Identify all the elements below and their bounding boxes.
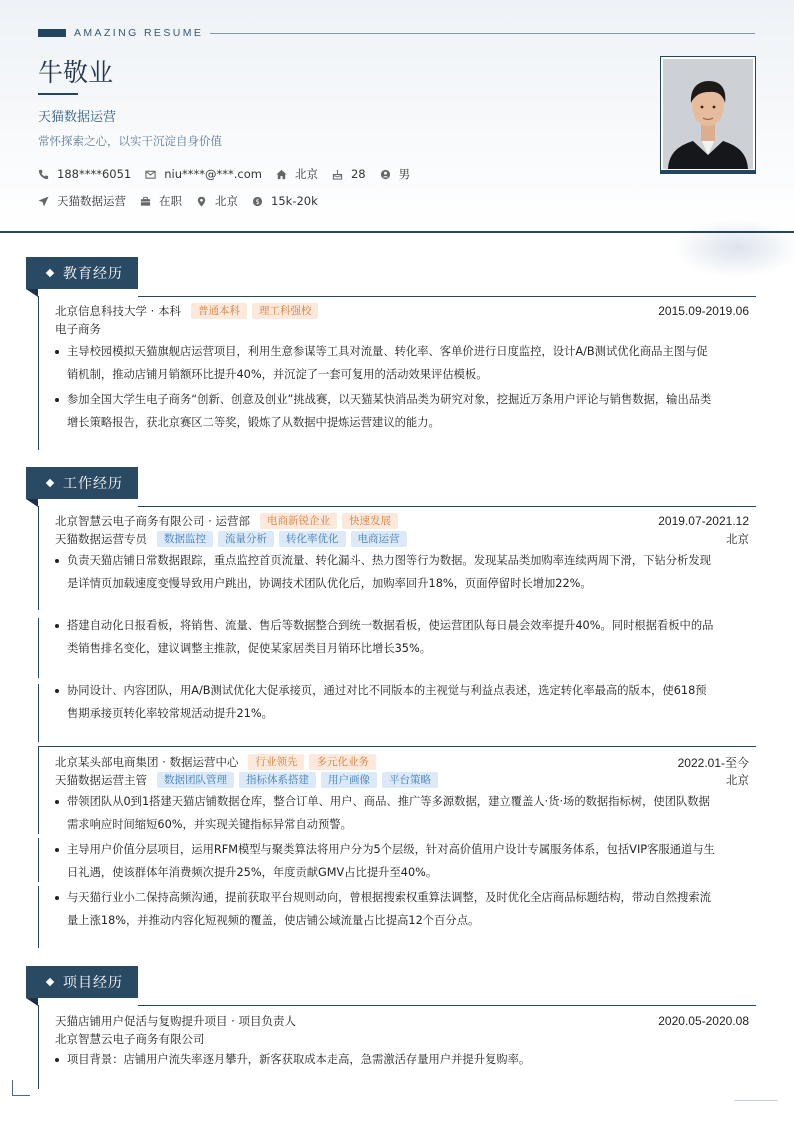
- tagline-bar: [38, 29, 66, 37]
- work-date: 2022.01-至今: [677, 755, 749, 770]
- education-header-row: [55, 302, 749, 320]
- name-underline: [38, 93, 78, 95]
- entry-left-rule: [38, 684, 39, 742]
- project-company: 北京智慧云电子商务有限公司: [55, 1032, 205, 1046]
- phone-item: 188****6051: [38, 167, 131, 181]
- skill-badge: 电商运营: [351, 531, 407, 547]
- header-divider: [0, 231, 794, 233]
- salary-icon: [252, 196, 263, 207]
- list-item: 主导校园模拟天猫旗舰店运营项目，利用生意参谋等工具对流量、转化率、客单价进行日度监控，设计A/B测试优化商品主图与促 销机制，推动店铺月销额环比提升40%，并沉淀了一套可复用的活动效果评估模板。: [55, 341, 749, 386]
- project-entry: [38, 1005, 756, 1089]
- intent-city-item: 北京: [196, 193, 238, 209]
- page-corner-mark: [12, 1080, 30, 1096]
- gender-icon: [380, 169, 391, 180]
- skill-badge: 数据监控: [157, 531, 213, 547]
- skill-badge: 平台策略: [382, 772, 438, 788]
- work-city: 北京: [726, 532, 749, 546]
- entry-left-rule: [38, 296, 39, 450]
- school-line: 北京信息科技大学 · 本科: [55, 304, 181, 318]
- work-city: 北京: [726, 773, 749, 787]
- tag-badge: 普通本科: [191, 303, 247, 319]
- email-item: niu****@***.com: [145, 167, 262, 181]
- work-entry: [38, 746, 756, 948]
- list-item: 负责天猫店铺日常数据跟踪，重点监控首页流量、转化漏斗、热力图等行为数据。发现某品类加购率连续两周下滑，下钻分析发现 是详情页加载速度变慢导致用户跳出，协调技术团队优化后，加购率回升18%，页面停留时长增加22%。: [55, 550, 749, 595]
- tagline-text: AMAZING RESUME: [74, 27, 204, 39]
- list-item: 协同设计、内容团队，用A/B测试优化大促承接页，通过对比不同版本的主视觉与利益点表述，选定转化率最高的版本，使618预 售期承接页转化率较常规活动提升21%。: [55, 680, 749, 725]
- skill-badge: 指标体系搭建: [239, 772, 316, 788]
- education-date: 2015.09-2019.06: [658, 304, 749, 318]
- svg-text:$: $: [255, 197, 260, 206]
- heading-notch: [26, 289, 38, 297]
- project-date: 2020.05-2020.08: [658, 1014, 749, 1028]
- briefcase-icon: [140, 196, 151, 207]
- contact-row: [38, 166, 424, 182]
- hometown-item: 北京: [276, 166, 318, 182]
- tag-badge: 快速发展: [342, 513, 398, 529]
- role: 天猫数据运营主管: [55, 773, 147, 787]
- company-line: 北京智慧云电子商务有限公司 · 运营部: [55, 514, 250, 528]
- project-header-row: [55, 1012, 749, 1030]
- photo-accent-bar: [661, 170, 755, 174]
- header-glow: [672, 218, 794, 278]
- heading-notch: [26, 499, 38, 507]
- heading-notch: [26, 998, 38, 1006]
- major: 电子商务: [55, 322, 101, 336]
- page-corner-rule: [734, 1100, 778, 1101]
- entry-left-rule: [38, 618, 39, 678]
- role-row: [55, 771, 749, 789]
- diamond-icon: [46, 978, 54, 986]
- list-item: 项目背景：店铺用户流失率逐月攀升，新客获取成本走高，急需激活存量用户并提升复购率。: [55, 1049, 749, 1072]
- section-work-heading: 工作经历: [26, 467, 138, 499]
- company-row: [55, 512, 749, 530]
- profile-photo-frame: [660, 56, 756, 174]
- diamond-icon: [46, 269, 54, 277]
- major-row: [55, 320, 749, 338]
- work-entry: [38, 506, 756, 742]
- list-item: 带领团队从0到1搭建天猫店铺数据仓库，整合订单、用户、商品、推广等多源数据，建立覆盖人·货·场的数据指标树，使团队数据 需求响应时间缩短60%，并实现关键指标异常自动预警。: [55, 791, 749, 836]
- cake-icon: [332, 169, 343, 180]
- diamond-icon: [46, 479, 54, 487]
- motto: 常怀探索之心，以实干沉淀自身价值: [38, 134, 222, 148]
- tag-badge: 多元化业务: [309, 754, 376, 770]
- section-projects-heading: 项目经历: [26, 966, 138, 998]
- home-icon: [276, 169, 287, 180]
- education-entry: [38, 296, 756, 450]
- entry-left-rule: [38, 886, 39, 948]
- tag-badge: 电商新锐企业: [260, 513, 337, 529]
- job-intent-row: [38, 193, 332, 209]
- status-item: 在职: [140, 193, 182, 209]
- project-company-row: [55, 1030, 749, 1048]
- role: 天猫数据运营专员: [55, 532, 147, 546]
- intent-position-item: 天猫数据运营: [38, 193, 126, 209]
- phone-icon: [38, 169, 49, 180]
- mail-icon: [145, 169, 156, 180]
- gender-item: 男: [380, 166, 411, 182]
- list-item: 搭建自动化日报看板，将销售、流量、售后等数据整合到统一数据看板，使运营团队每日晨会效率提升40%。同时根据看板中的品 类销售排名变化，建议调整主推款，促使某家居类目月销环比增长35%。: [55, 615, 749, 660]
- location-icon: [196, 196, 207, 207]
- list-item: 与天猫行业小二保持高频沟通，提前获取平台规则动向，曾根据搜索权重算法调整，及时优化全店商品标题结构，带动自然搜索流 量上涨18%，并推动内容化短视频的覆盖，使店铺公域流量占比提高12个百分点。: [55, 887, 749, 932]
- age-item: 28: [332, 167, 366, 181]
- tagline-rule: [210, 33, 755, 34]
- resume-tagline: [38, 27, 203, 39]
- role-row: [55, 530, 749, 548]
- skill-badge: 用户画像: [321, 772, 377, 788]
- job-title: 天猫数据运营: [38, 110, 117, 125]
- salary-item: $ 15k-20k: [252, 194, 318, 208]
- entry-left-rule: [38, 746, 39, 834]
- company-line: 北京某头部电商集团 · 数据运营中心: [55, 755, 239, 769]
- skill-badge: 数据团队管理: [157, 772, 234, 788]
- profile-photo: [663, 59, 753, 169]
- entry-left-rule: [38, 1005, 39, 1089]
- skill-badge: 转化率优化: [279, 531, 346, 547]
- list-item: 参加全国大学生电子商务“创新、创意及创业”挑战赛，以天猫某快消品类为研究对象，挖掘近万条用户评论与销售数据，输出品类 增长策略报告，获北京赛区二等奖，锻炼了从数据中提炼运营建议的能力。: [55, 389, 749, 434]
- tag-badge: 理工科强校: [252, 303, 319, 319]
- skill-badge: 流量分析: [218, 531, 274, 547]
- section-education-heading: 教育经历: [26, 257, 138, 289]
- entry-left-rule: [38, 506, 39, 610]
- send-icon: [38, 196, 49, 207]
- candidate-name: 牛敬业: [38, 58, 114, 87]
- entry-top-rule: [38, 746, 756, 747]
- work-date: 2019.07-2021.12: [658, 514, 749, 528]
- list-item: 主导用户价值分层项目，运用RFM模型与聚类算法将用户分为5个层级，针对高价值用户设计专属服务体系，包括VIP客服通道与生 日礼遇，使该群体年消费频次提升25%，年度贡献GMV占比提升至40%。: [55, 839, 749, 884]
- company-row: [55, 753, 749, 771]
- project-title: 天猫店铺用户促活与复购提升项目 · 项目负责人: [55, 1014, 296, 1028]
- tag-badge: 行业领先: [248, 754, 304, 770]
- entry-left-rule: [38, 838, 39, 882]
